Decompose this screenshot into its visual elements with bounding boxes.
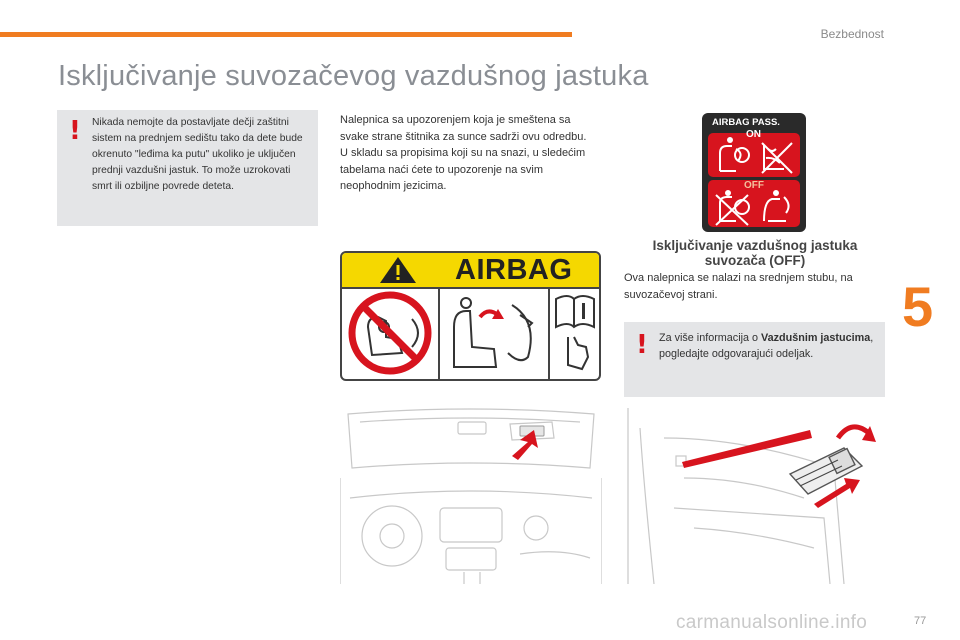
- airbag-pass-off: OFF: [744, 180, 764, 191]
- more-info-text: [659, 330, 874, 362]
- page-number: 77: [914, 615, 927, 627]
- airbag-pass-on: ON: [746, 129, 761, 140]
- warning-text: Nikada nemojte da postavljate dečji zaštitni sistem na prednjem sedištu tako da dete bude okrenuto "leđima ka putu" ukoliko je uključen prednji vazdušni jastuk. To može uzrokovati smrt ili ozbiljne povrede deteta.: [92, 117, 303, 192]
- page-title: Isključivanje suvozačevog vazdušnog jastuka: [58, 60, 649, 92]
- more-info-pre: Za više informacija o: [659, 332, 762, 344]
- intro-text: [340, 112, 602, 195]
- airbag-label-header: [342, 253, 599, 289]
- airbag-pass-title: AIRBAG PASS.: [712, 117, 780, 128]
- off-section-heading: Isključivanje vazdušnog jastuka suvozača (OFF): [652, 238, 858, 268]
- more-info-bold: Vazdušnim jastucima: [761, 332, 871, 344]
- intro-paragraph-2: U skladu sa propisima koji su na snazi, u sledećim tabelama naći ćete to upozorenje na svim neophodnim jezicima.: [340, 147, 586, 192]
- warning-box-more-info: [624, 322, 885, 397]
- watermark: carmanualsonline.info: [676, 612, 868, 633]
- section-name: Bezbednost: [820, 27, 884, 41]
- intro-paragraph-1: Nalepnica sa upozorenjem koja je smeštena sa svake strane štitnika za sunce sadrži ovu odredbu.: [340, 114, 587, 143]
- warning-box-child-seat: [57, 110, 318, 226]
- more-info-post: , pogledajte odgovarajući odeljak.: [659, 332, 874, 360]
- exclamation-icon: !: [636, 330, 648, 360]
- header-accent-bar: [0, 32, 572, 37]
- exclamation-icon: !: [69, 116, 81, 146]
- sun-visor-illustration: [340, 408, 602, 584]
- b-pillar-illustration: [624, 408, 886, 584]
- airbag-pass-label: [702, 113, 806, 232]
- chapter-number: 5: [902, 275, 934, 338]
- airbag-label-pictograms: [342, 287, 599, 379]
- airbag-label-word: AIRBAG: [455, 254, 573, 286]
- off-section-text: Ova nalepnica se nalazi na srednjem stubu, na suvozačevoj strani.: [624, 272, 853, 301]
- airbag-warning-label: [340, 251, 601, 381]
- warning-triangle-icon: [378, 255, 418, 285]
